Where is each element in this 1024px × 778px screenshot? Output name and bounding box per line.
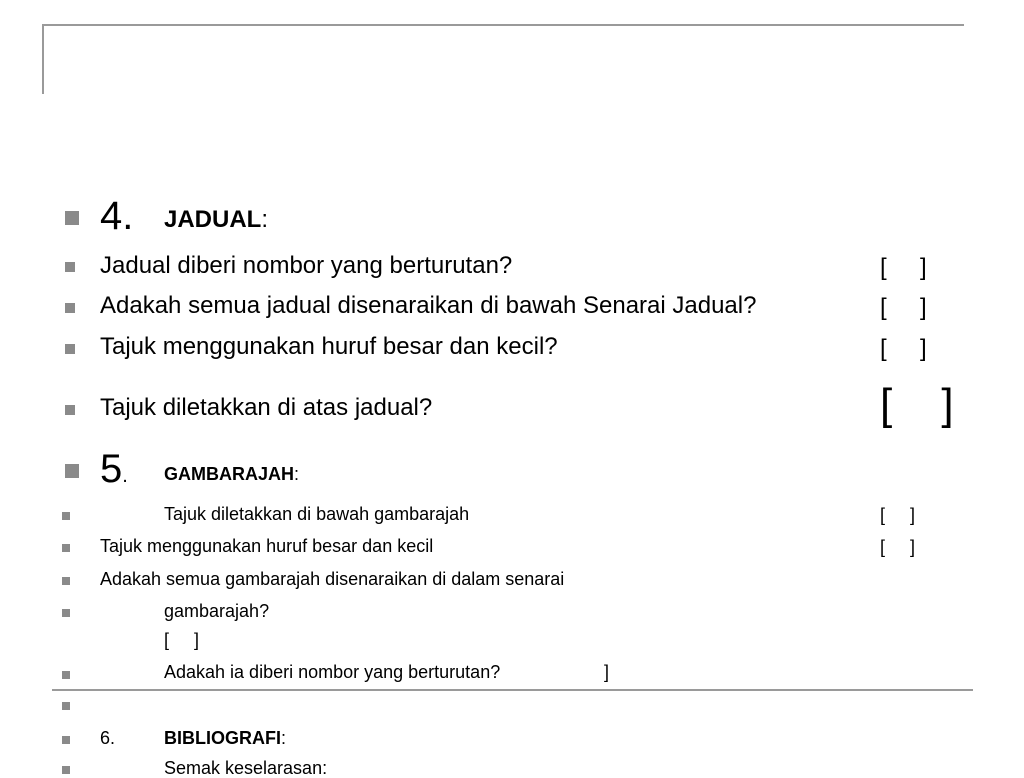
checklist-item-text: Tajuk diletakkan di atas jadual? [100,394,433,421]
checklist-item-text: Adakah semua jadual disenaraikan di bawah Senarai Jadual? [100,292,757,319]
bullet-icon [65,405,75,415]
section-5-title [164,465,299,483]
checkbox-bracket: ] [604,662,610,682]
section-6-number: 6. [100,728,116,748]
bullet-icon [62,544,70,552]
checklist-item-text: Semak keselarasan: [164,758,328,778]
checklist-item-text: Tajuk menggunakan huruf besar dan kecil? [100,333,558,360]
section-5-number-dot: . [122,465,128,487]
checkbox-bracket: [ ] [880,380,952,429]
checkbox-bracket: [ ] [164,630,200,650]
checkbox-bracket: [ ] [880,254,927,281]
checkbox-bracket: [ ] [880,294,927,321]
checklist-item-text: Tajuk menggunakan huruf besar dan kecil [100,536,434,556]
section-6-title [164,729,286,747]
checklist-item-text: gambarajah? [164,601,270,621]
bullet-icon [62,512,70,520]
horizontal-divider [52,689,973,691]
section-5-number [100,449,128,489]
section-4-number: 4. [100,194,134,238]
section-5-number-digit: 5 [100,447,123,491]
checklist-item-text: Tajuk diletakkan di bawah gambarajah [164,504,470,524]
checkbox-bracket: [ ] [880,537,916,557]
section-4-title-text: JADUAL [164,206,262,233]
bullet-icon [65,211,79,225]
checklist-item-text: Adakah semua gambarajah disenaraikan di dalam senarai [100,569,565,589]
bullet-icon [62,609,70,617]
bullet-icon [62,736,70,744]
checkbox-bracket: [ ] [880,335,927,362]
slide-frame-top-border [42,24,964,26]
section-6-colon: : [281,728,287,748]
section-4-title [164,208,268,232]
bullet-icon [65,303,75,313]
bullet-icon [62,671,70,679]
slide-frame-left-border [42,24,44,94]
bullet-icon [65,344,75,354]
section-4-colon: : [261,206,269,233]
bullet-icon [65,464,79,478]
bullet-icon [62,577,70,585]
bullet-icon [62,766,70,774]
checklist-item-text: Jadual diberi nombor yang berturutan? [100,252,513,279]
section-6-title-text: BIBLIOGRAFI [164,728,281,748]
bullet-icon [62,702,70,710]
section-5-title-text: GAMBARAJAH [164,464,294,484]
bullet-icon [65,262,75,272]
checkbox-bracket: [ ] [880,505,916,525]
section-5-colon: : [294,464,300,484]
checklist-item-text: Adakah ia diberi nombor yang berturutan? [164,662,501,682]
